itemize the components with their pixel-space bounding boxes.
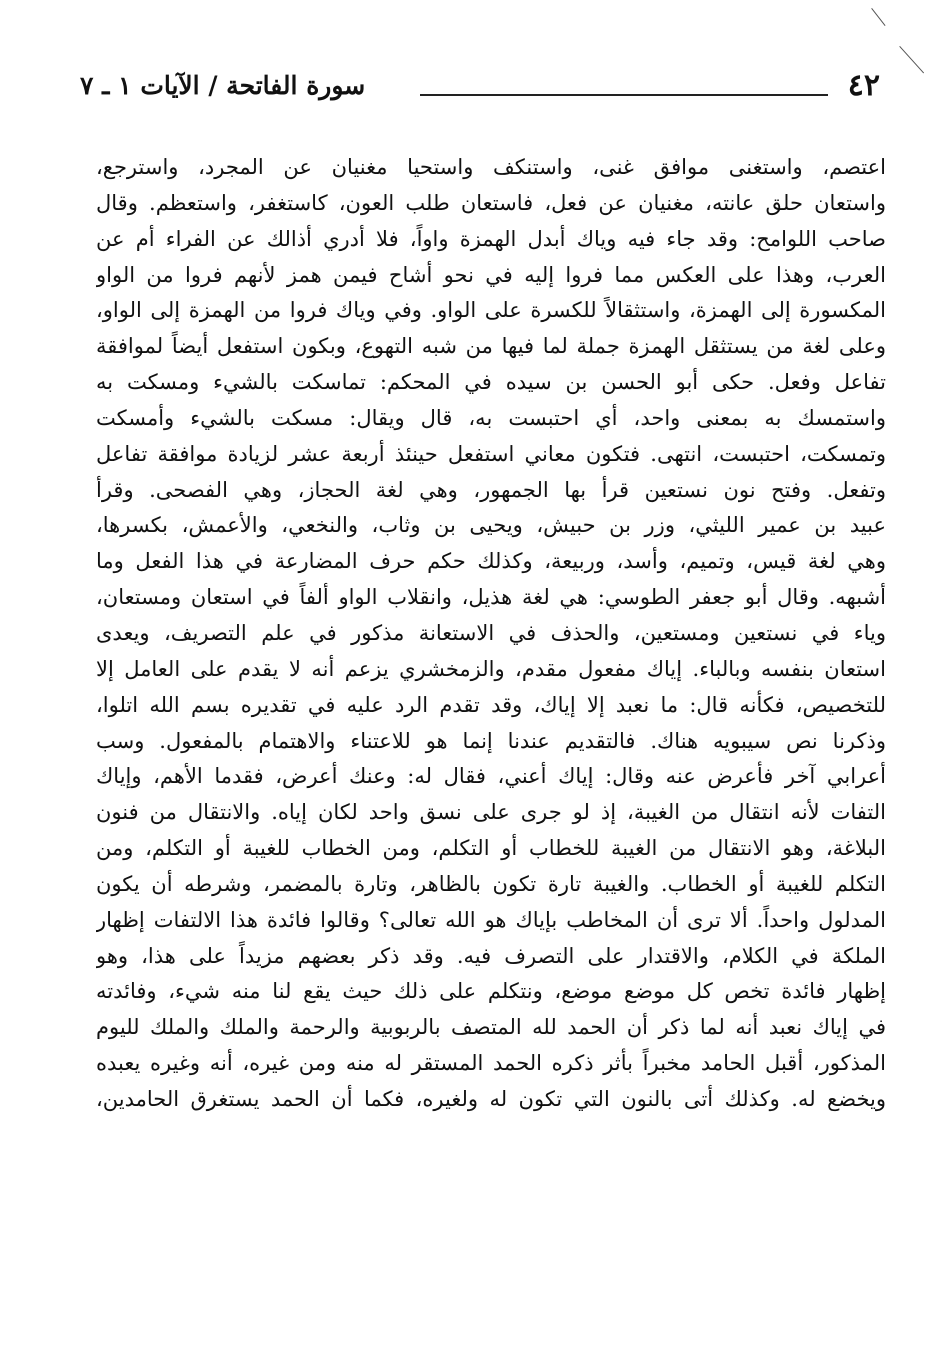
text-line: أشبهه. وقال أبو جعفر الطوسي: هي لغة هذيل، وانقلاب الواو ألفاً في استعان ومستعان، [96, 585, 886, 610]
text-line: إظهار فائدة تخص كل موضع موضع، ونتكلم على ذلك حيث يقع لنا منه شيء، وفائدته [96, 979, 886, 1004]
text-line: التفات لأنه انتقال من الغيبة، إذ لو جرى على نسق واحد لكان إياه. والانتقال من فنون [96, 800, 886, 825]
text-line: استعان بنفسه وبالباء. إياك مفعول مقدم، والزمخشري يزعم أنه لا يقدم على العامل إلا [96, 656, 886, 681]
text-line: اعتصم، واستغنى موافق غنى، واستنكف واستحيا مغنيان عن المجرد، واسترجع، [96, 155, 886, 179]
text-line: ويخضع له. وكذلك أتى بالنون التي تكون له ولغيره، فكما أن الحمد يستغرق الحامدين، [96, 1086, 886, 1111]
text-line: للتخصيص، فكأنه قال: ما نعبد إلا إياك، وقد تقدم الرد عليه في تقديره بسم الله اتلوا، [96, 692, 886, 717]
text-line: وياء في نستعين ومستعين، والحذف في الاستعانة مذكور في علم التصريف، ويعدى [96, 620, 886, 645]
text-line: الملكة في الكلام، والاقتدار على التصرف فيه. وقد ذكر بعضهم مزيداً على هذا، وهو [96, 943, 886, 968]
text-line: البلاغة، وهو الانتقال من الغيبة للخطاب أو التكلم، ومن الخطاب للغيبة أو التكلم، ومن [96, 836, 886, 861]
text-line: في إياك نعبد أنه لما ذكر أن الحمد لله المتصف بالربوبية والرحمة والملك والملك لليوم [96, 1015, 886, 1040]
scan-mark-top-right [871, 8, 885, 26]
text-line: المكسورة إلى الهمزة، واستثقالاً للكسرة على الواو. وفي وياك فروا من الهمزة إلى الواو، [96, 298, 886, 323]
text-line: المدلول واحداً. ألا ترى أن المخاطب بإياك هو الله تعالى؟ وقالوا فائدة هذا الالتفات إظهار [96, 907, 886, 932]
scan-mark-edge-right [899, 46, 924, 73]
text-line: التكلم للغيبة أو الخطاب. والغيبة تارة تكون بالظاهر، وتارة بالمضمر، وشرطه أن يكون [96, 871, 886, 896]
text-line: وتفعل. وفتح نون نستعين قرأ بها الجمهور، وهي لغة الحجاز، وهي الفصحى. وقرأ [96, 477, 886, 502]
text-line: العرب، وهذا على العكس مما فروا إليه في نحو أشاح فيمن همز لأنهم فروا من الواو [96, 262, 886, 287]
text-line: واستعان حلق عانته، مغنيان عن فعل، فاستعان طلب العون، كاستغفر، واستعظم. وقال [96, 190, 886, 215]
text-line: واستمسك به بمعنى واحد، أي احتبست به، قال ويقال: مسكت بالشيء وأمسكت [96, 405, 886, 430]
body-text [96, 150, 886, 1118]
text-line: المذكور، أقبل الحامد مخبراً بأثر ذكره الحمد المستقر له منه ومن غيره، أنه وغيره يعبده [96, 1051, 886, 1076]
text-line: وتمسكت، احتبست، انتهى. فتكون معاني استفعل حينئذ أربعة عشر لزيادة موافقة تفاعل [96, 441, 886, 466]
text-line: أعرابي آخر فأعرض عنه وقال: إياك أعني، فقال له: وعنك أعرض، فقدما الأهم، وإياك [96, 764, 886, 789]
running-title: سورة الفاتحة / الآيات ١ ـ ٧ [80, 71, 366, 100]
running-header [80, 64, 880, 110]
text-line: صاحب اللوامح: وقد جاء فيه وياك أبدل الهمزة واواً، فلا أدري أذالك عن الفراء أم عن [96, 226, 886, 251]
text-line: وذكرنا نص سيبويه هناك. فالتقديم عندنا إنما هو للاعتناء والاهتمام بالمفعول. وسب [96, 728, 886, 753]
header-rule [420, 94, 828, 96]
page-number: ٤٢ [847, 68, 880, 103]
text-line: وعلى لغة من يستثقل الهمزة جملة لما فيها من شبه التهوع، وبكون استفعل أيضاً لموافقة [96, 334, 886, 359]
text-line: تفاعل وفعل. حكى أبو الحسن بن سيده في المحكم: تماسكت بالشيء ومسكت به [96, 370, 886, 395]
text-line: وهي لغة قيس، وتميم، وأسد، وربيعة، وكذلك حكم حرف المضارعة في هذا الفعل وما [96, 549, 886, 574]
text-line: عبيد بن عمير الليثي، وزر بن حبيش، ويحيى بن وثاب، والنخعي، والأعمش، بكسرها، [96, 513, 886, 538]
